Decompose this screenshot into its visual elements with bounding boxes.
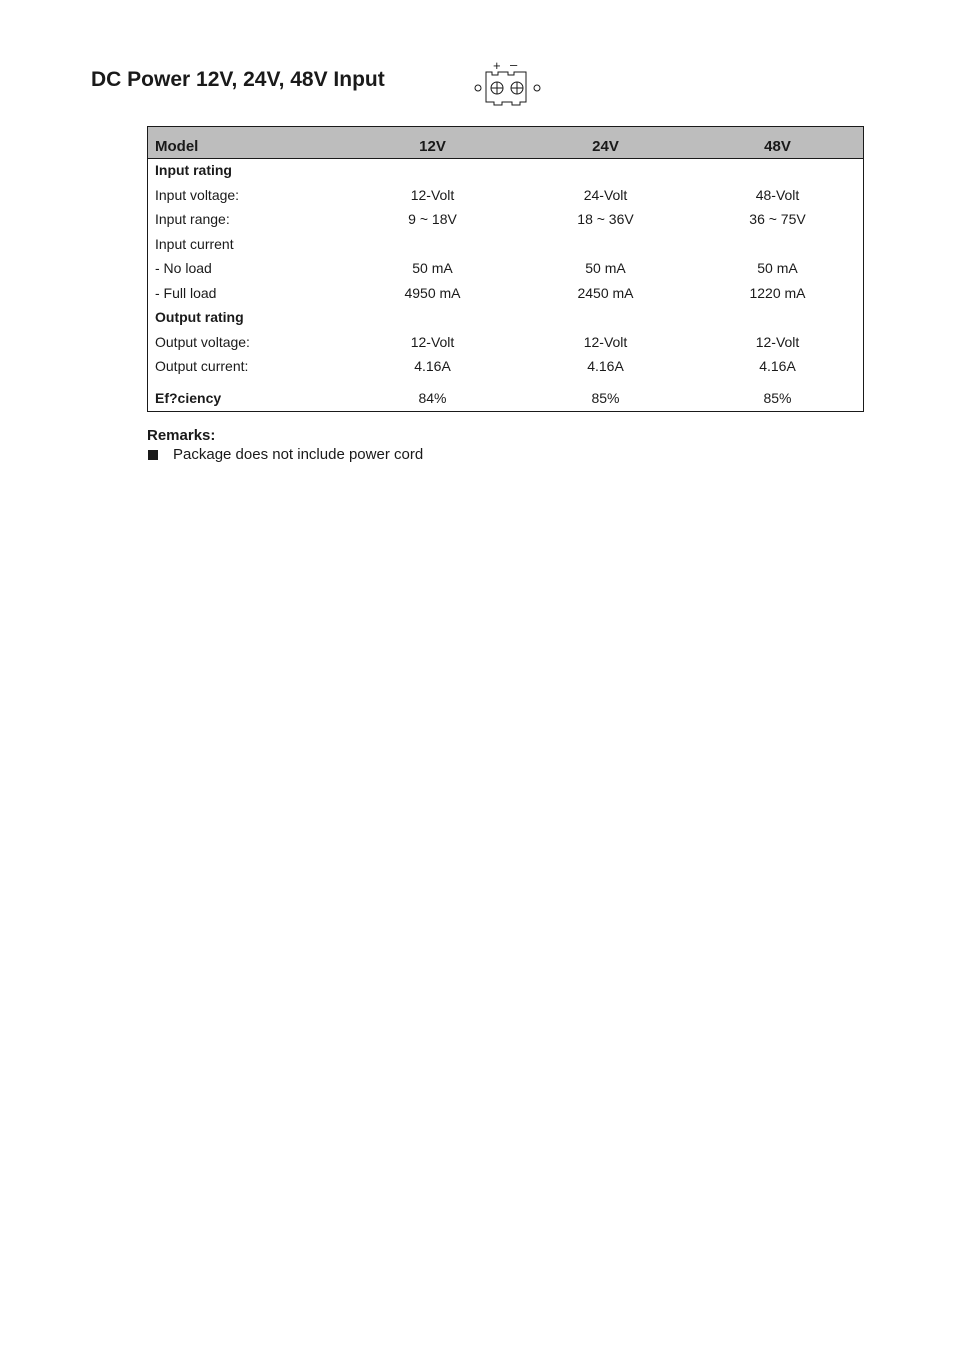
row-label: - Full load (155, 285, 217, 301)
row-label: Input range: (155, 211, 230, 227)
row-label: Input voltage: (155, 187, 240, 203)
table-header (148, 127, 863, 159)
square-bullet-icon (148, 450, 158, 460)
minus-label: – (510, 58, 518, 72)
row-value: 9 ~ 18V (408, 211, 457, 227)
row-value: 12-Volt (583, 334, 628, 350)
table-row (148, 208, 863, 230)
remark-item (147, 446, 423, 463)
table-row (148, 233, 863, 255)
row-value: 50 mA (757, 260, 798, 276)
row-value: 4.16A (414, 358, 451, 374)
row-value: 12-Volt (410, 334, 455, 350)
row-value: 36 ~ 75V (749, 211, 806, 227)
row-label: Output current: (155, 358, 249, 374)
row-value: 85% (763, 390, 792, 406)
header-model: Model (155, 138, 199, 155)
page-title: DC Power 12V, 24V, 48V Input (91, 68, 385, 91)
row-value: 84% (418, 390, 447, 406)
plus-label: + (493, 58, 501, 73)
table-row (148, 159, 863, 181)
table-row (148, 184, 863, 206)
table-row (148, 257, 863, 279)
table-row (148, 331, 863, 353)
row-value: 4.16A (587, 358, 624, 374)
header-48v: 48V (764, 138, 791, 155)
row-value: 4.16A (759, 358, 796, 374)
row-label: Output voltage: (155, 334, 250, 350)
row-value: 12-Volt (410, 187, 455, 203)
row-value: 12-Volt (755, 334, 800, 350)
remarks-title: Remarks: (147, 427, 216, 444)
header-24v: 24V (592, 138, 619, 155)
row-value: 2450 mA (577, 285, 634, 301)
row-value: 18 ~ 36V (577, 211, 634, 227)
row-value: 50 mA (585, 260, 626, 276)
table-row (148, 355, 863, 377)
row-value: 24-Volt (583, 187, 628, 203)
row-value: 50 mA (412, 260, 453, 276)
row-label: Ef?ciency (155, 390, 222, 406)
row-label: Output rating (155, 309, 244, 325)
table-row (148, 306, 863, 328)
spec-table (147, 126, 864, 412)
remark-text: Package does not include power cord (173, 446, 424, 463)
header-12v: 12V (419, 138, 446, 155)
table-row (148, 282, 863, 304)
row-label: Input rating (155, 162, 232, 178)
row-value: 1220 mA (749, 285, 806, 301)
terminal-block-icon (472, 58, 544, 108)
row-value: 4950 mA (404, 285, 461, 301)
row-label: Input current (155, 236, 234, 252)
row-value: 85% (591, 390, 620, 406)
table-row (148, 387, 863, 409)
row-label: - No load (155, 260, 212, 276)
row-value: 48-Volt (755, 187, 800, 203)
